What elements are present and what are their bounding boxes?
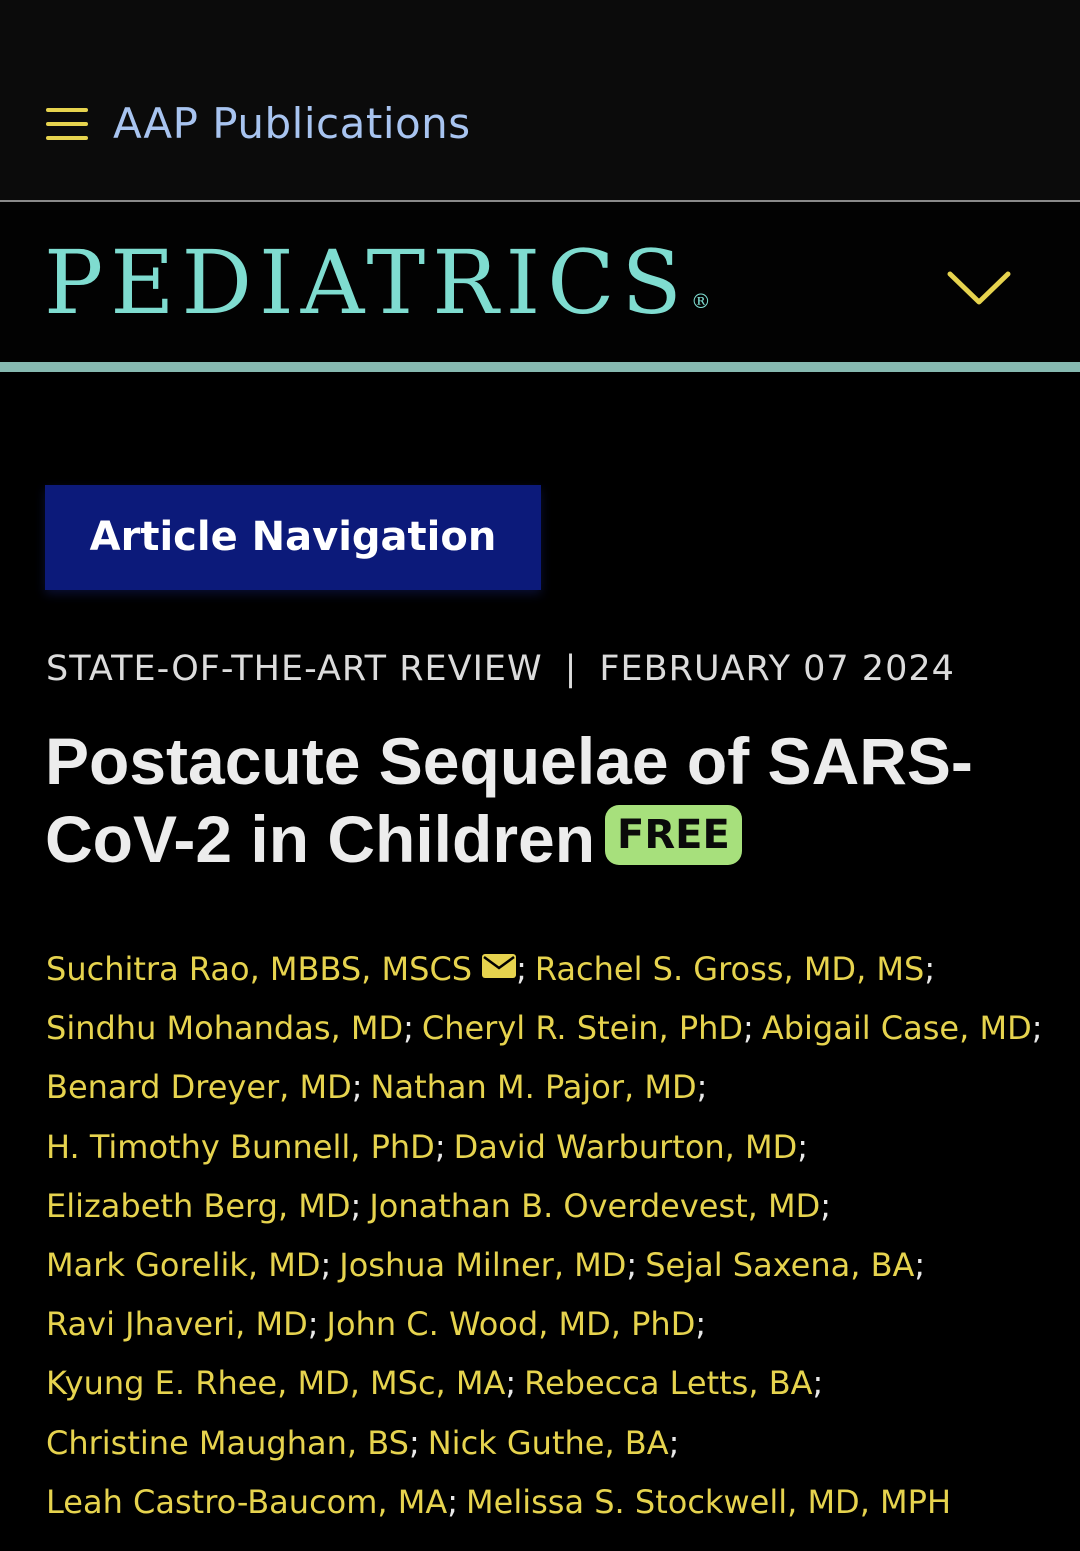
author-separator: ; — [695, 1305, 707, 1344]
author-line — [46, 1058, 1056, 1117]
author-link[interactable]: Cheryl R. Stein, PhD — [421, 1009, 744, 1048]
author-line — [46, 1354, 1056, 1413]
author-separator: ; — [350, 1186, 362, 1225]
author-link[interactable]: Rachel S. Gross, MD, MS — [534, 950, 925, 988]
author-separator: ; — [1031, 1009, 1043, 1048]
chevron-down-icon[interactable] — [944, 264, 1014, 314]
author-link[interactable]: David Warburton, MD — [453, 1127, 798, 1166]
author-link[interactable]: Leah Castro-Baucom, MA — [46, 1482, 448, 1521]
author-separator: ; — [434, 1127, 446, 1166]
author-line — [46, 999, 1056, 1058]
author-link[interactable]: Mark Gorelik, MD — [46, 1245, 321, 1284]
article-title-text: Postacute Sequelae of SARS-CoV-2 in Children — [45, 724, 973, 876]
author-separator: ; — [516, 950, 527, 988]
article-type: STATE-OF-THE-ART REVIEW — [46, 649, 543, 689]
author-line — [46, 1295, 1056, 1354]
author-link[interactable]: Sindhu Mohandas, MD — [46, 1009, 404, 1048]
author-separator: ; — [307, 1305, 319, 1344]
author-link[interactable]: Suchitra Rao, MBBS, MSCS — [46, 950, 473, 988]
author-separator: ; — [403, 1009, 414, 1048]
author-separator: ; — [696, 1068, 708, 1107]
site-header — [0, 0, 1080, 202]
author-separator: ; — [668, 1423, 680, 1462]
author-line — [46, 1473, 1056, 1532]
author-link[interactable]: Kyung E. Rhee, MD, MSc, MA — [46, 1364, 506, 1403]
author-link[interactable]: H. Timothy Bunnell, PhD — [46, 1127, 435, 1166]
author-link[interactable]: Ravi Jhaveri, MD — [46, 1305, 308, 1344]
author-link[interactable]: Christine Maughan, BS — [46, 1423, 409, 1462]
free-access-badge: FREE — [605, 805, 742, 865]
journal-title-text: PEDIATRICS — [44, 231, 689, 334]
author-separator: ; — [820, 1186, 832, 1225]
author-separator: ; — [320, 1245, 332, 1284]
author-separator: ; — [914, 1245, 926, 1284]
article-title — [45, 722, 1045, 878]
author-separator: ; — [408, 1423, 420, 1462]
trademark-mark: ® — [690, 289, 711, 313]
author-link[interactable]: Sejal Saxena, BA — [645, 1245, 915, 1284]
author-link[interactable]: Rebecca Letts, BA — [524, 1364, 813, 1403]
article-meta — [46, 644, 955, 694]
author-link[interactable]: Nick Guthe, BA — [427, 1423, 669, 1462]
author-link[interactable]: Joshua Milner, MD — [339, 1245, 627, 1284]
author-separator: ; — [447, 1482, 459, 1521]
article-date: FEBRUARY 07 2024 — [599, 649, 955, 689]
journal-logo[interactable] — [44, 228, 711, 338]
hamburger-menu-icon[interactable] — [46, 108, 88, 142]
author-separator: ; — [812, 1364, 824, 1403]
author-link[interactable]: Elizabeth Berg, MD — [46, 1186, 351, 1225]
author-separator: ; — [924, 950, 936, 988]
author-link[interactable]: Abigail Case, MD — [761, 1009, 1032, 1048]
author-line — [46, 1118, 1056, 1177]
author-line — [46, 1177, 1056, 1236]
header-divider — [0, 362, 1080, 372]
author-separator: ; — [351, 1068, 363, 1107]
author-separator: ; — [626, 1245, 638, 1284]
author-link[interactable]: Nathan M. Pajor, MD — [370, 1068, 697, 1107]
author-separator: ; — [743, 1009, 754, 1048]
author-line — [46, 940, 1056, 999]
article-navigation-button[interactable]: Article Navigation — [45, 485, 541, 590]
author-link[interactable]: Benard Dreyer, MD — [46, 1068, 352, 1107]
author-separator: ; — [505, 1364, 517, 1403]
author-link[interactable]: Melissa S. Stockwell, MD, MPH — [466, 1482, 951, 1521]
author-link[interactable]: Jonathan B. Overdevest, MD — [369, 1186, 821, 1225]
author-list — [46, 940, 1056, 1532]
author-link[interactable]: John C. Wood, MD, PhD — [326, 1305, 696, 1344]
author-separator: ; — [797, 1127, 809, 1166]
author-line — [46, 1236, 1056, 1295]
email-icon[interactable] — [482, 954, 516, 978]
author-line — [46, 1414, 1056, 1473]
meta-separator: | — [564, 649, 578, 689]
site-name-link[interactable]: AAP Publications — [113, 99, 471, 148]
